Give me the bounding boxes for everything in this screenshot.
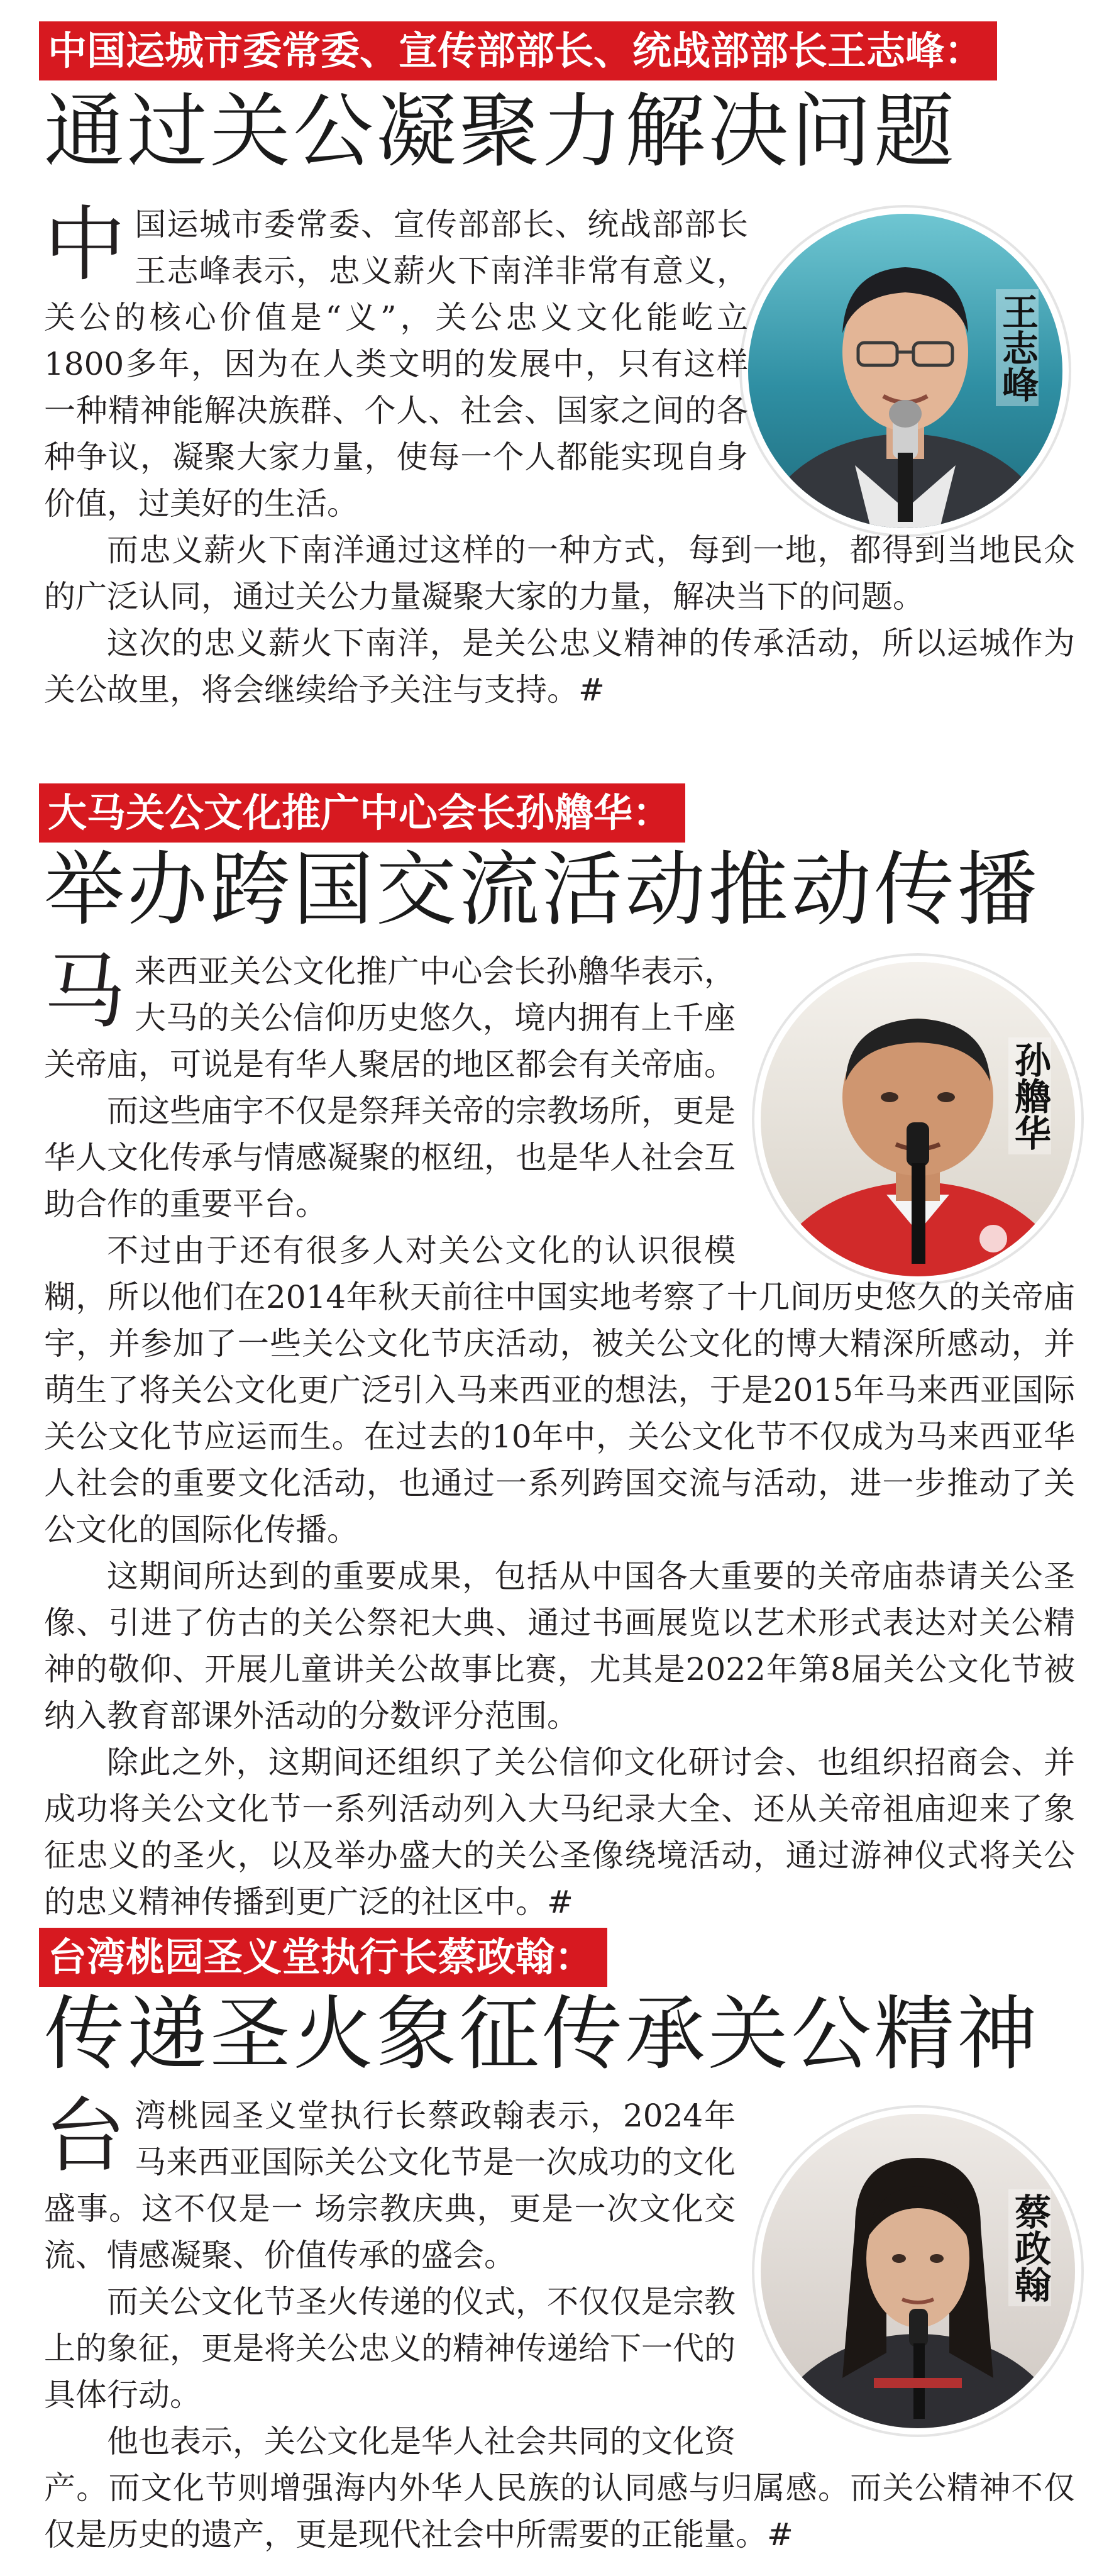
article-2-headline: 举办跨国交流活动推动传播 [44,843,1040,937]
article-3-paragraph: 他也表示，关公文化是华人社会共同的文化资产。而文化节则增强海内外华人民族的认同感与归属感。而关公精神不仅仅是历史的遗产，更是现代社会中所需要的正能量。# [44,2423,1075,2553]
article-3-photo-caption: 蔡政翰 [1008,2189,1051,2306]
portrait-wrap-space [736,2092,1075,2445]
article-1-dropcap: 中 [44,197,126,292]
article-3-body [44,2088,1075,2558]
article-2-body [44,944,1075,1925]
article-1-body [44,197,1075,713]
article-1-photo-caption: 王志峰 [996,289,1039,406]
article-1-paragraph: 而忠义薪火下南洋通过这样的一种方式，每到一地，都得到当地民众的广泛认同，通过关公力量凝聚大家的力量，解决当下的问题。 [44,532,1075,615]
article-2-paragraph: 而这些庙宇不仅是祭拜关帝的宗教场所，更是华人文化传承与情感凝聚的枢纽，也是华人社会互助合作的重要平台。 [44,1093,736,1222]
article-2-kicker: 大马关公文化推广中心会长孙艪华： [39,783,685,843]
portrait-wrap-space [748,201,1075,516]
article-3 [0,1886,1114,2576]
article-1-headline: 通过关公凝聚力解决问题 [44,85,957,179]
article-1-paragraph: 中国运城市委常委、宣传部部长、统战部部长王志峰表示，忠义薪火下南洋非常有意义，关公的核心价值是“义”，关公忠义文化能屹立1800多年，因为在人类文明的发展中，只有这样一种精神能解决族群、个人、社会、国家之间的各种争议，凝聚大家力量，使每一个人都能实现自身价值，过美好的生活。 [44,197,748,522]
article-2-photo-caption: 孙艪华 [1008,1037,1051,1154]
article-3-paragraph: 台湾桃园圣义堂执行长蔡政翰表示，2024年马来西亚国际关公文化节是一次成功的文化盛事。这不仅是一 场宗教庆典，更是一次文化交流、情感凝聚、价值传承的盛会。 [44,2088,736,2274]
article-2-paragraph: 除此之外，这期间还组织了关公信仰文化研讨会、也组织招商会、并成功将关公文化节一系列活动列入大马纪录大全、还从关帝祖庙迎来了象征忠义的圣火，以及举办盛大的关公圣像绕境活动，通过游神仪式将关公的忠义精神传播到更广泛的社区中。# [44,1744,1075,1920]
article-2-dropcap: 马 [44,944,126,1039]
article-2 [0,742,1114,1920]
article-3-dropcap: 台 [44,2088,126,2184]
article-1-paragraph: 这次的忠义薪火下南洋，是关公忠义精神的传承活动，所以运城作为关公故里，将会继续给予关注与支持。# [44,625,1075,708]
article-3-paragraph: 而关公文化节圣火传递的仪式，不仅仅是宗教上的象征，更是将关公忠义的精神传递给下一代的具体行动。 [44,2284,736,2413]
article-1 [0,0,1114,742]
article-2-paragraph: 不过由于还有很多人对关公文化的认识很模糊，所以他们在2014年秋天前往中国实地考察了十几间历史悠久的关帝庙宇，并参加了一些关公文化节庆活动，被关公文化的博大精深所感动，并萌生了将关公文化更广泛引入马来西亚的想法，于是2015年马来西亚国际关公文化节应运而生。在过去的10年中，关公文化节不仅成为马来西亚华人社会的重要文化活动，也通过一系列跨国交流与活动，进一步推动了关公文化的国际化传播。 [44,1232,1075,1548]
article-3-headline: 传递圣火象征传承关公精神 [44,1987,1040,2081]
article-1-kicker: 中国运城市委常委、宣传部部长、统战部部长王志峰： [39,21,997,80]
portrait-wrap-space [736,948,1075,1244]
article-2-paragraph: 这期间所达到的重要成果，包括从中国各大重要的关帝庙恭请关公圣像、引进了仿古的关公祭祀大典、通过书画展览以艺术形式表达对关公精神的敬仰、开展儿童讲关公故事比赛，尤其是2022年第8届关公文化节被纳入教育部课外活动的分数评分范围。 [44,1558,1075,1734]
article-2-paragraph: 马来西亚关公文化推广中心会长孙艪华表示，大马的关公信仰历史悠久，境内拥有上千座关帝庙，可说是有华人聚居的地区都会有关帝庙。 [44,944,736,1083]
article-3-kicker: 台湾桃园圣义堂执行长蔡政翰： [39,1928,607,1987]
